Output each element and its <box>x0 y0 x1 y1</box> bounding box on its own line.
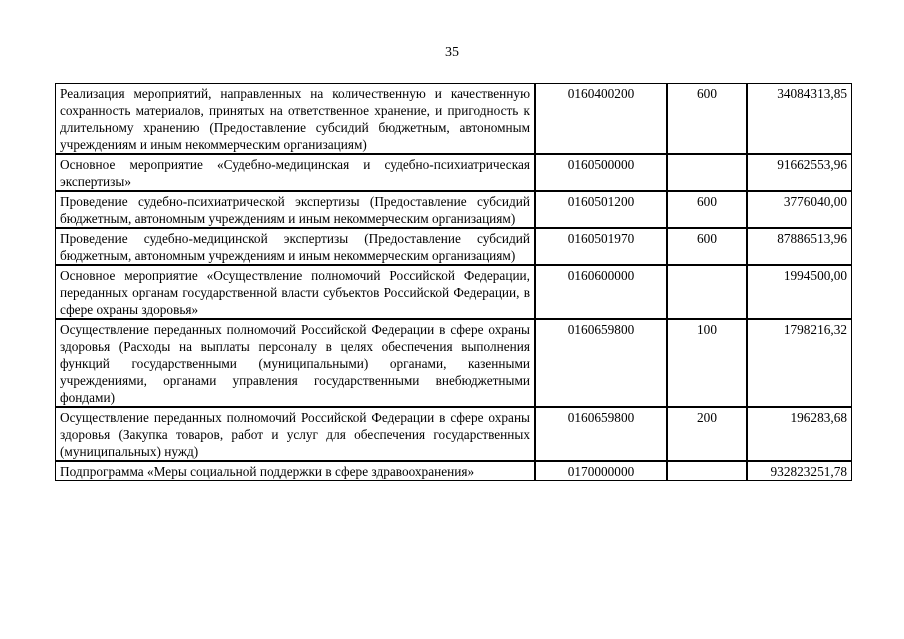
expense-type-cell: 600 <box>667 191 747 228</box>
expense-name-cell: Проведение судебно-психиатрической экспертизы (Предоставление субсидий бюджетным, автономным учреждениям и иным некоммерческим организациям) <box>55 191 535 228</box>
expense-type-cell <box>667 461 747 481</box>
table-row <box>55 461 852 481</box>
target-code-cell: 0170000000 <box>535 461 667 481</box>
expense-type-cell: 200 <box>667 407 747 461</box>
expense-type-cell <box>667 154 747 191</box>
table-row <box>55 265 852 319</box>
amount-cell: 34084313,85 <box>747 83 852 154</box>
expense-type-cell: 100 <box>667 319 747 407</box>
expense-name-cell: Реализация мероприятий, направленных на количественную и качественную сохранность материалов, принятых на ответственное хранение, и пригодность к длительному хранению (Предоставление субсидий бюджетным, автономным учреждениям и иным некоммерческим организациям) <box>55 83 535 154</box>
table-row <box>55 83 852 154</box>
target-code-cell: 0160659800 <box>535 407 667 461</box>
table-row <box>55 191 852 228</box>
expense-name-cell: Основное мероприятие «Судебно-медицинская и судебно-психиатрическая экспертизы» <box>55 154 535 191</box>
expense-name-cell: Основное мероприятие «Осуществление полномочий Российской Федерации, переданных органам государственной власти субъектов Российской Федерации, в сфере охраны здоровья» <box>55 265 535 319</box>
amount-cell: 1798216,32 <box>747 319 852 407</box>
amount-cell: 932823251,78 <box>747 461 852 481</box>
target-code-cell: 0160501200 <box>535 191 667 228</box>
budget-table <box>55 83 852 481</box>
expense-type-cell: 600 <box>667 83 747 154</box>
expense-name-cell: Проведение судебно-медицинской экспертизы (Предоставление субсидий бюджетным, автономным учреждениям и иным некоммерческим организациям) <box>55 228 535 265</box>
target-code-cell: 0160501970 <box>535 228 667 265</box>
amount-cell: 87886513,96 <box>747 228 852 265</box>
expense-name-cell: Осуществление переданных полномочий Российской Федерации в сфере охраны здоровья (Закупка товаров, работ и услуг для обеспечения государственных (муниципальных) нужд) <box>55 407 535 461</box>
amount-cell: 196283,68 <box>747 407 852 461</box>
amount-cell: 1994500,00 <box>747 265 852 319</box>
target-code-cell: 0160600000 <box>535 265 667 319</box>
target-code-cell: 0160400200 <box>535 83 667 154</box>
amount-cell: 91662553,96 <box>747 154 852 191</box>
table-row <box>55 407 852 461</box>
expense-type-cell <box>667 265 747 319</box>
expense-name-cell: Подпрограмма «Меры социальной поддержки в сфере здравоохранения» <box>55 461 535 481</box>
expense-name-cell: Осуществление переданных полномочий Российской Федерации в сфере охраны здоровья (Расходы на выплаты персоналу в целях обеспечения выполнения функций государственными (муниципальными) органами, казенными учреждениями, органами управления государственными внебюджетными фондами) <box>55 319 535 407</box>
budget-table-body <box>55 83 852 481</box>
expense-type-cell: 600 <box>667 228 747 265</box>
amount-cell: 3776040,00 <box>747 191 852 228</box>
target-code-cell: 0160500000 <box>535 154 667 191</box>
table-row <box>55 154 852 191</box>
table-row <box>55 228 852 265</box>
table-row <box>55 319 852 407</box>
target-code-cell: 0160659800 <box>535 319 667 407</box>
page-number: 35 <box>445 45 459 60</box>
